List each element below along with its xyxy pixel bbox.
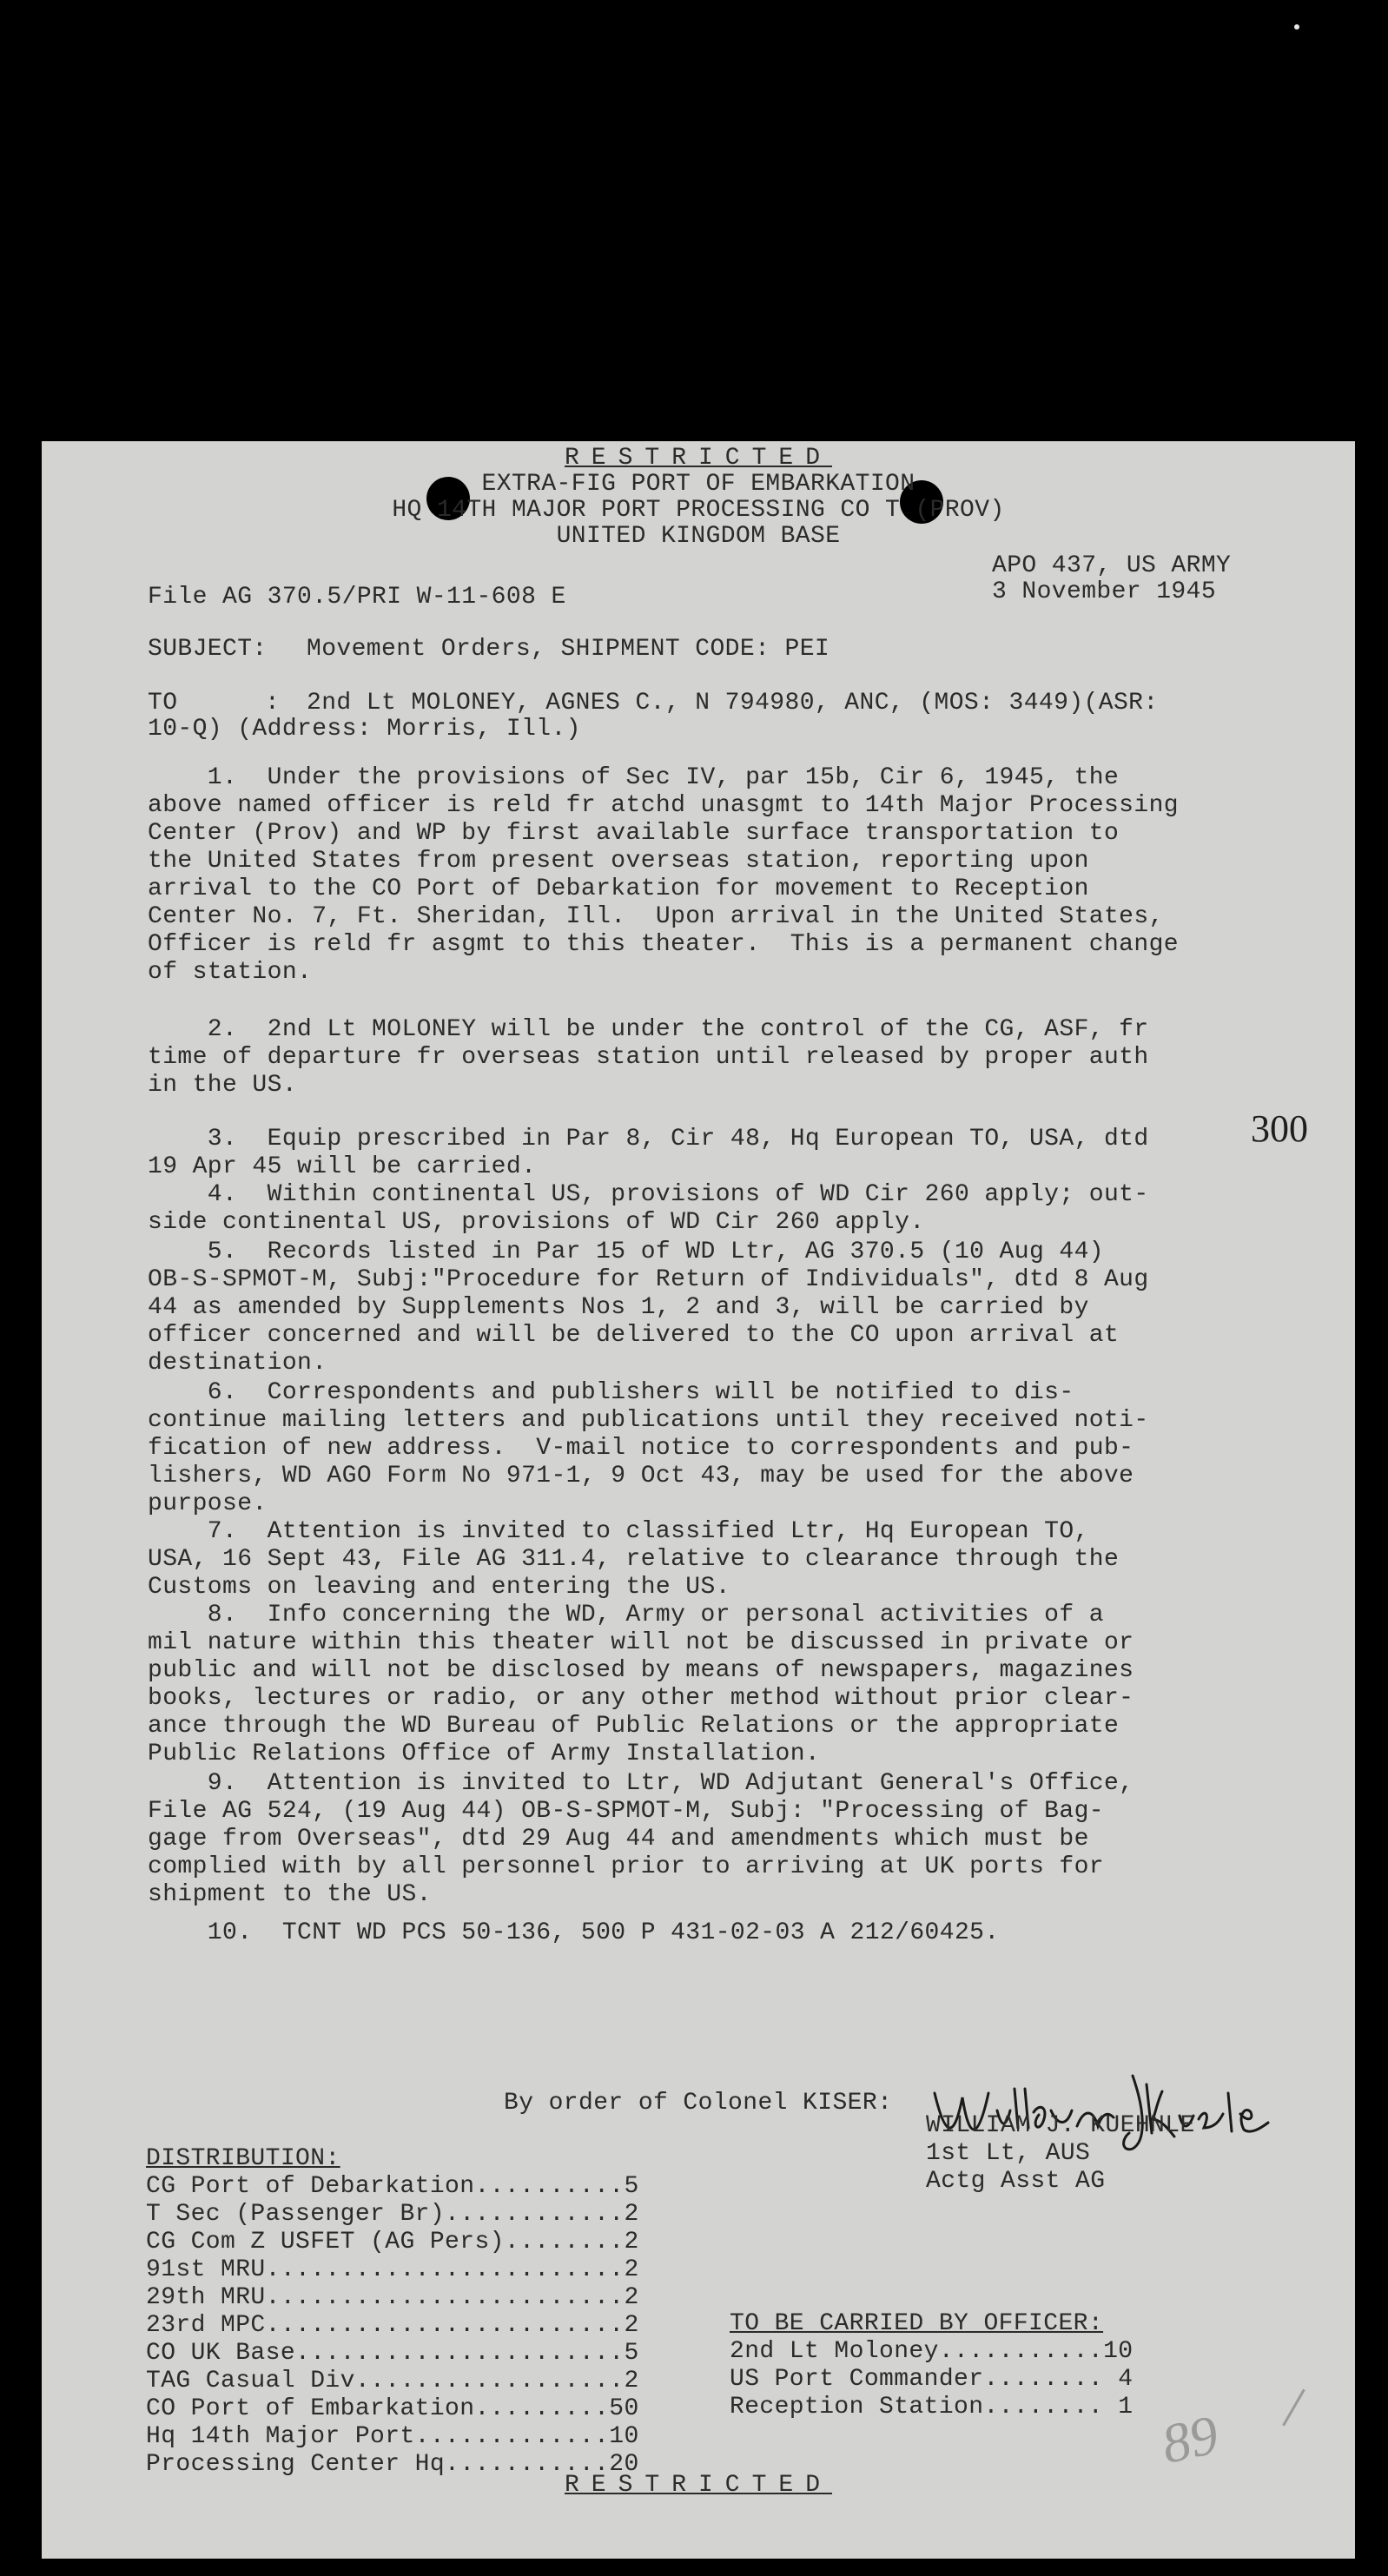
paragraph-line: 1. Under the provisions of Sec IV, par 15b, Cir 6, 1945, the [148,764,1120,791]
paragraph-line: Public Relations Office of Army Installation. [148,1740,821,1767]
paragraph-line: gage from Overseas", dtd 29 Aug 44 and amendments which must be [148,1826,1089,1853]
paragraph-line: 6. Correspondents and publishers will be notified to dis- [148,1379,1074,1406]
paragraph-line: 44 as amended by Supplements Nos 1, 2 and 3, will be carried by [148,1294,1089,1321]
pencil-mark: 89 [1156,2403,1224,2475]
distribution-entry: Processing Center Hq...........20 [146,2451,639,2478]
classification-top: RESTRICTED [564,445,833,472]
pencil-tick [1282,2388,1305,2426]
signer-rank: 1st Lt, AUS [926,2140,1091,2167]
paragraph-line: destination. [148,1350,327,1377]
signer-title: Actg Asst AG [926,2168,1106,2195]
paragraph-line: 9. Attention is invited to Ltr, WD Adjutant General's Office, [148,1770,1134,1797]
document-page [42,441,1355,2559]
distribution-entry: Hq 14th Major Port.............10 [146,2423,639,2450]
paragraph-line: lishers, WD AGO Form No 971-1, 9 Oct 43, may be used for the above [148,1463,1134,1489]
carried-heading: TO BE CARRIED BY OFFICER: [730,2310,1104,2337]
paragraph-line: the United States from present overseas station, reporting upon [148,848,1089,875]
paragraph-line: complied with by all personnel prior to arriving at UK ports for [148,1853,1104,1880]
paragraph-line: books, lectures or radio, or any other method without prior clear- [148,1685,1134,1712]
distribution-entry: CO Port of Embarkation.........50 [146,2395,639,2422]
to-label: TO [148,690,178,717]
paragraph-line: side continental US, provisions of WD Cir 260 apply. [148,1209,925,1236]
distribution-entry: T Sec (Passenger Br)............2 [146,2201,639,2228]
paragraph-line: File AG 524, (19 Aug 44) OB-S-SPMOT-M, Subj: "Processing of Bag- [148,1798,1104,1825]
paragraph-line: public and will not be disclosed by means of newspapers, magazines [148,1657,1134,1684]
paragraph-line: continue mailing letters and publications until they received noti- [148,1407,1149,1434]
paragraph-line: arrival to the CO Port of Debarkation for movement to Reception [148,875,1089,902]
by-order-line: By order of Colonel KISER: [504,2090,893,2117]
document-date: 3 November 1945 [992,578,1217,605]
to-colon: : [265,690,281,717]
paragraph-line: 7. Attention is invited to classified Ltr, Hq European TO, [148,1518,1089,1545]
classification-bottom: RESTRICTED [564,2472,833,2499]
carried-entry: 2nd Lt Moloney...........10 [730,2338,1134,2365]
subject-label: SUBJECT: [148,636,268,663]
signer-name: WILLIAM J. KUEHNLE [926,2112,1195,2139]
carried-entry: US Port Commander........ 4 [730,2366,1134,2393]
paragraph-line: time of departure fr overseas station until released by proper auth [148,1044,1149,1071]
paragraph-line: fication of new address. V-mail notice to correspondents and pub- [148,1435,1134,1462]
paragraph-line: officer concerned and will be delivered to the CO upon arrival at [148,1322,1120,1349]
distribution-entry: 29th MRU........................2 [146,2284,639,2311]
paragraph-line: of station. [148,959,313,986]
paragraph-line: 3. Equip prescribed in Par 8, Cir 48, Hq European TO, USA, dtd [148,1126,1149,1153]
distribution-entry: TAG Casual Div..................2 [146,2368,639,2394]
stamp-number: 300 [1251,1107,1308,1150]
carried-entry: Reception Station........ 1 [730,2394,1134,2421]
paragraph-line: 4. Within continental US, provisions of WD Cir 260 apply; out- [148,1181,1149,1208]
subject-value: Movement Orders, SHIPMENT CODE: PEI [307,636,830,663]
film-speck [1294,24,1299,30]
paragraph-line: purpose. [148,1490,268,1517]
paragraph-line: ance through the WD Bureau of Public Relations or the appropriate [148,1713,1120,1740]
paragraph-line: Officer is reld fr asgmt to this theater. This is a permanent change [148,931,1179,958]
to-line-1: 2nd Lt MOLONEY, AGNES C., N 794980, ANC, (MOS: 3449)(ASR: [307,690,1159,717]
distribution-entry: CO UK Base......................5 [146,2340,639,2367]
paragraph-line: Center (Prov) and WP by first available surface transportation to [148,820,1120,847]
paragraph-line: 10. TCNT WD PCS 50-136, 500 P 431-02-03 A 212/60425. [148,1919,1000,1946]
paragraph-line: in the US. [148,1072,298,1099]
paragraph-line: 5. Records listed in Par 15 of WD Ltr, AG 370.5 (10 Aug 44) [148,1238,1104,1265]
org-line-3: UNITED KINGDOM BASE [556,523,841,550]
paragraph-line: 19 Apr 45 will be carried. [148,1153,537,1180]
paragraph-line: Center No. 7, Ft. Sheridan, Ill. Upon arrival in the United States, [148,903,1164,930]
paragraph-line: Customs on leaving and entering the US. [148,1574,730,1601]
paragraph-line: USA, 16 Sept 43, File AG 311.4, relative to clearance through the [148,1546,1120,1573]
paragraph-line: shipment to the US. [148,1881,432,1908]
distribution-entry: CG Port of Debarkation..........5 [146,2173,639,2200]
paragraph-line: 8. Info concerning the WD, Army or personal activities of a [148,1602,1104,1628]
paragraph-line: 2. 2nd Lt MOLONEY will be under the control of the CG, ASF, fr [148,1016,1149,1043]
distribution-entry: CG Com Z USFET (AG Pers)........2 [146,2229,639,2256]
to-line-2: 10-Q) (Address: Morris, Ill.) [148,716,581,743]
file-reference: File AG 370.5/PRI W-11-608 E [148,584,566,611]
paragraph-line: above named officer is reld fr atchd unasgmt to 14th Major Processing [148,792,1179,819]
distribution-heading: DISTRIBUTION: [146,2145,340,2172]
distribution-entry: 23rd MPC........................2 [146,2312,639,2339]
org-line-1: EXTRA-FIG PORT OF EMBARKATION [481,471,915,498]
org-line-2: HQ 14TH MAJOR PORT PROCESSING CO T (PROV) [392,497,1005,524]
distribution-entry: 91st MRU........................2 [146,2256,639,2283]
paragraph-line: OB-S-SPMOT-M, Subj:"Procedure for Return of Individuals", dtd 8 Aug [148,1266,1149,1293]
apo-address: APO 437, US ARMY [992,552,1232,579]
paragraph-line: mil nature within this theater will not be discussed in private or [148,1629,1134,1656]
